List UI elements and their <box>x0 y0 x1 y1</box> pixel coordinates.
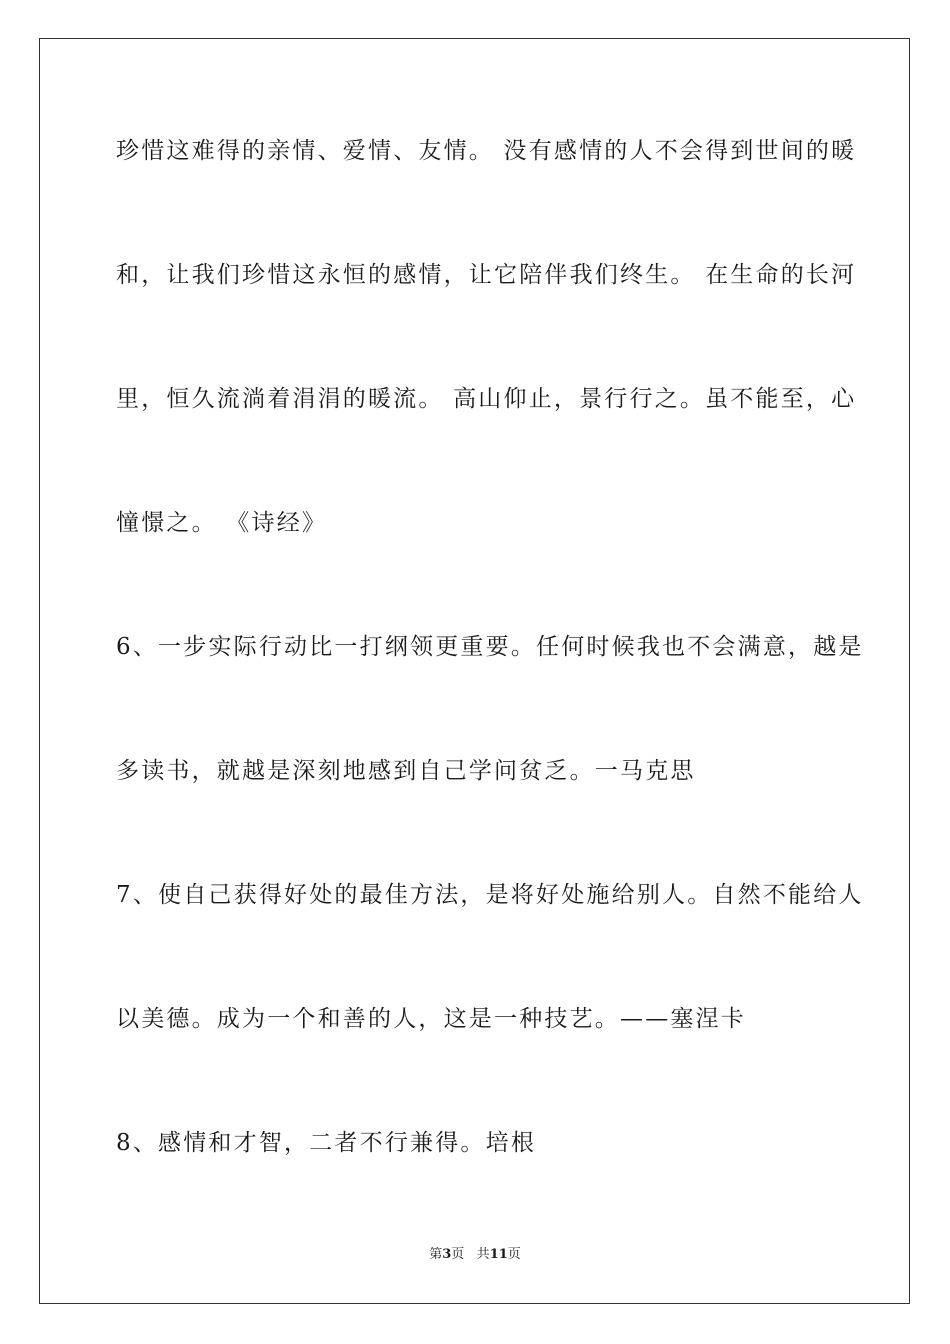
page-footer <box>0 1246 950 1264</box>
text-line-6: 多读书，就越是深刻地感到自己学问贫乏。一马克思 <box>116 758 696 784</box>
text-line-8: 以美德。成为一个和善的人，这是一种技艺。——塞涅卡 <box>116 1006 746 1032</box>
footer-total-pages: 11 <box>489 1247 508 1262</box>
text-line-2: 和，让我们珍惜这永恒的感情，让它陪伴我们终生。 在生命的长河 <box>116 262 857 288</box>
text-line-5: 6、一步实际行动比一打纲领更重要。任何时候我也不会满意，越是 <box>116 634 864 660</box>
text-line-1: 珍惜这难得的亲情、爱情、友情。 没有感情的人不会得到世间的暖 <box>116 138 857 164</box>
text-line-3: 里，恒久流淌着涓涓的暖流。 高山仰止，景行行之。虽不能至，心 <box>116 386 857 412</box>
footer-total-suffix: 页 <box>507 1247 521 1262</box>
footer-prefix: 第 <box>429 1247 443 1262</box>
page-frame <box>39 38 910 1304</box>
text-line-7: 7、使自己获得好处的最佳方法，是将好处施给别人。自然不能给人 <box>116 882 864 908</box>
text-line-9: 8、感情和才智，二者不行兼得。培根 <box>116 1130 537 1156</box>
footer-total-prefix: 共 <box>476 1247 490 1262</box>
footer-page-suffix: 页 <box>451 1247 465 1262</box>
footer-page-number: 3 <box>442 1247 452 1262</box>
text-line-4: 憧憬之。 《诗经》 <box>116 510 328 536</box>
